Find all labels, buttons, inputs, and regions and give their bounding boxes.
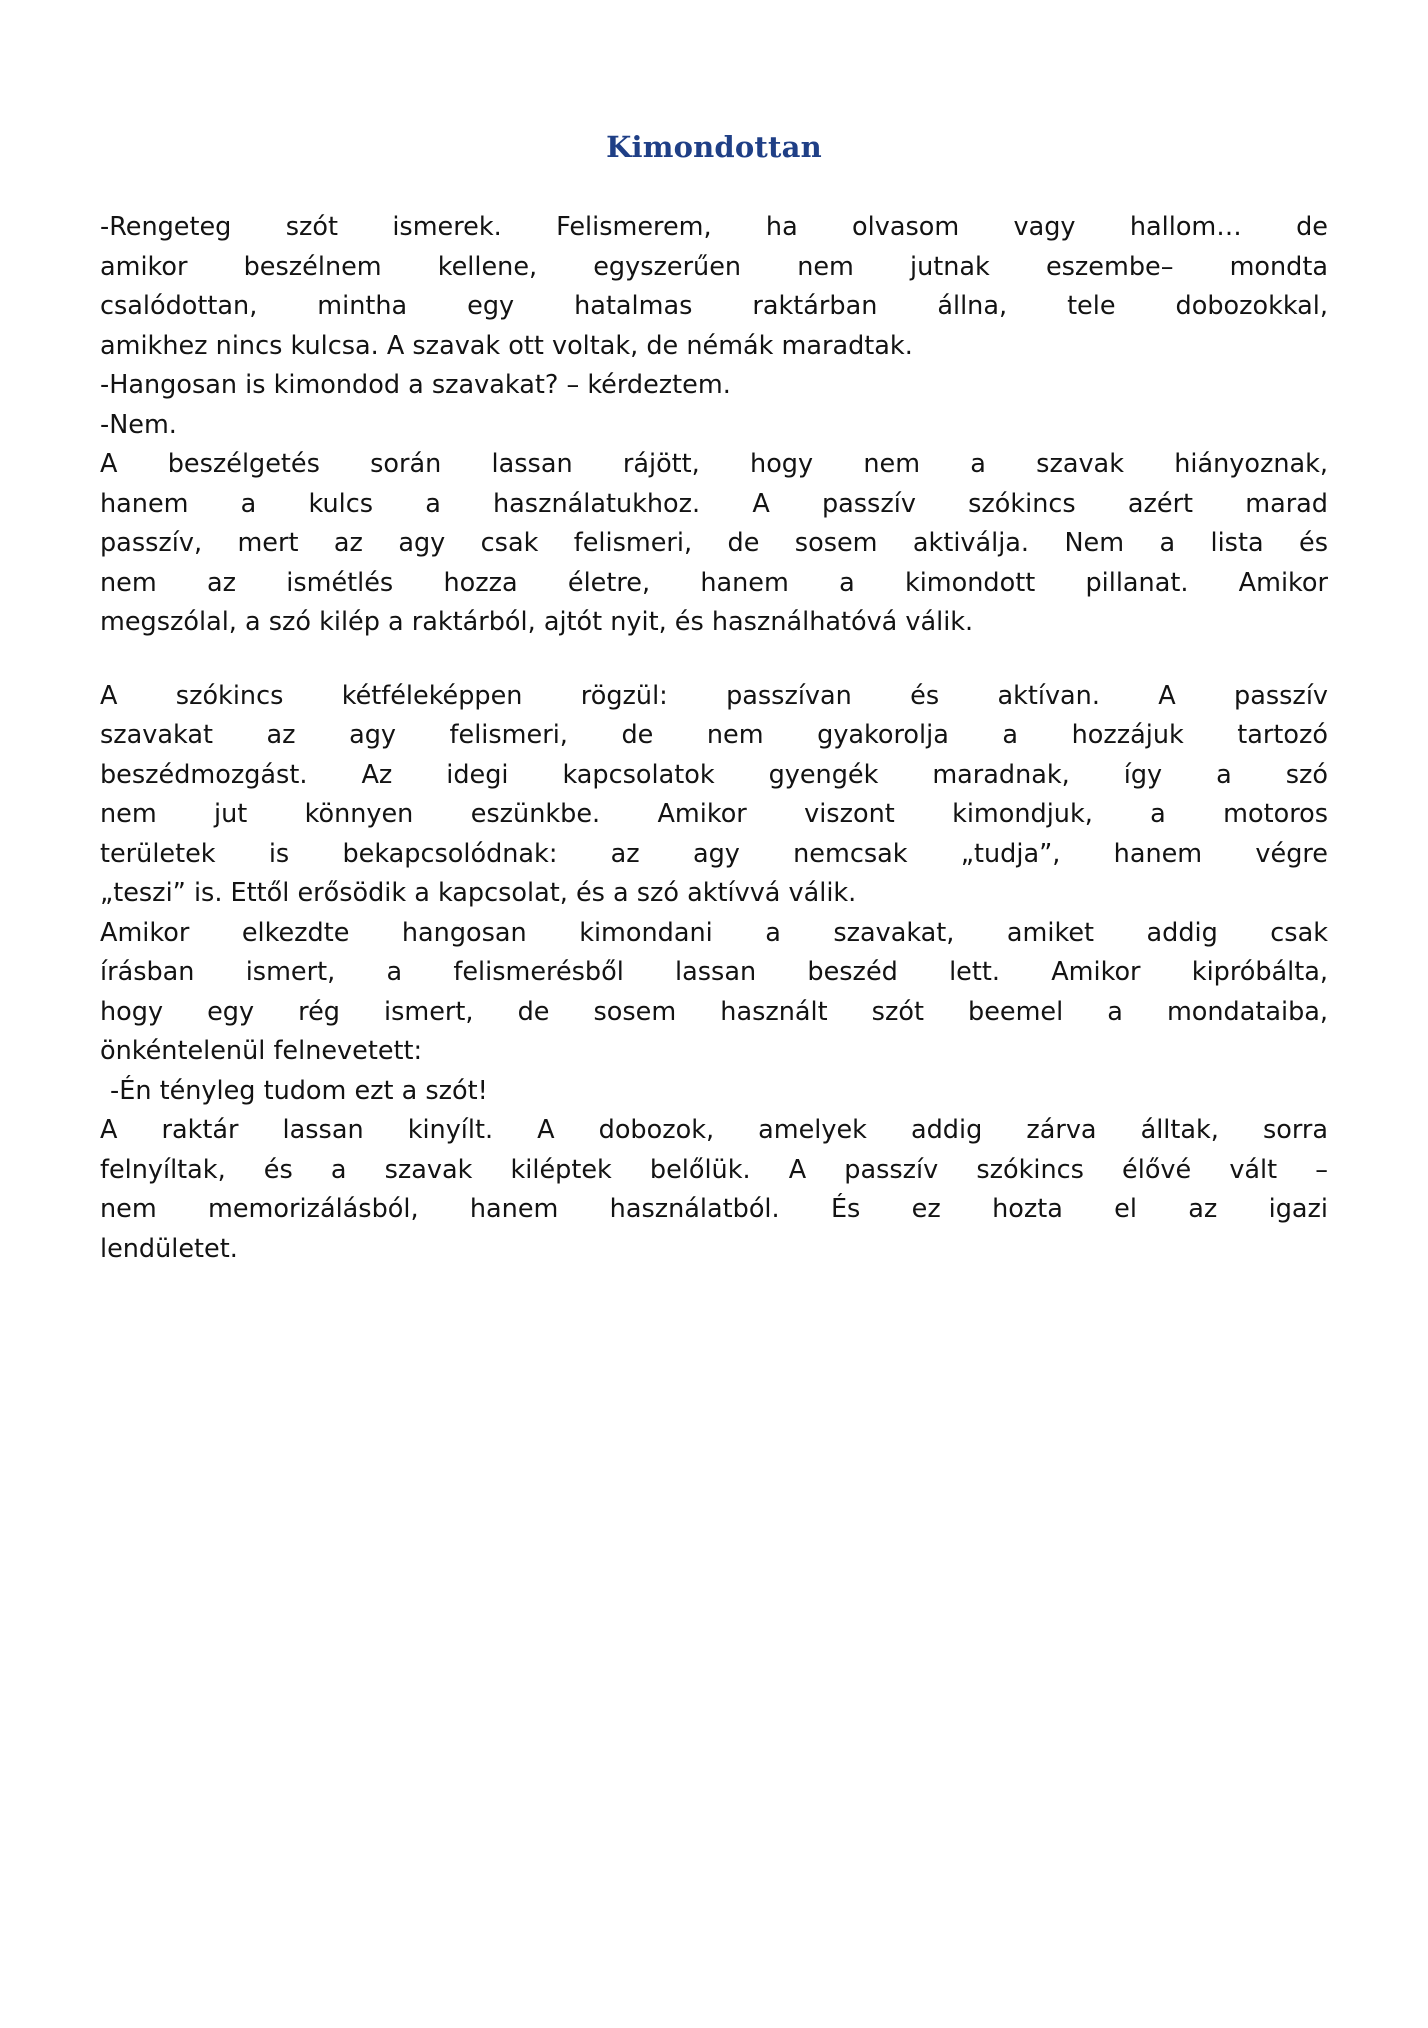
text-line: hanem a kulcs a használatukhoz. A passzív szókincs azért marad [100,488,1328,519]
text-line: csalódottan, mintha egy hatalmas raktárban állna, tele dobozokkal, [100,291,1328,322]
text-line: önkéntelenül felnevetett: [100,1036,423,1067]
text-line: felnyíltak, és a szavak kiléptek belőlük. A passzív szókincs élővé vált – [100,1154,1328,1185]
text-line: -Nem. [100,409,177,440]
page-title: Kimondottan [606,130,822,164]
text-line: -Rengeteg szót ismerek. Felismerem, ha olvasom vagy hallom… de [100,212,1328,242]
text-line: amikor beszélnem kellene, egyszerűen nem jutnak eszembe– mondta [100,251,1328,282]
text-line: megszólal, a szó kilép a raktárból, ajtót nyit, és használhatóvá válik. [100,607,974,638]
text-line: lendületet. [100,1233,238,1264]
text-line: A beszélgetés során lassan rájött, hogy nem a szavak hiányoznak, [100,449,1328,480]
text-line: -Hangosan is kimondod a szavakat? – kérdeztem. [100,370,731,401]
text-line: területek is bekapcsolódnak: az agy nemcsak „tudja”, hanem végre [100,838,1328,869]
text-line: A raktár lassan kinyílt. A dobozok, amelyek addig zárva álltak, sorra [100,1115,1328,1146]
text-line: -Én tényleg tudom ezt a szót! [110,1075,488,1106]
text-line: írásban ismert, a felismerésből lassan beszéd lett. Amikor kipróbálta, [100,957,1328,988]
text-line: A szókincs kétféleképpen rögzül: passzívan és aktívan. A passzív [100,680,1328,711]
text-line: szavakat az agy felismeri, de nem gyakorolja a hozzájuk tartozó [100,720,1328,751]
text-line: hogy egy rég ismert, de sosem használt szót beemel a mondataiba, [100,996,1328,1027]
text-line: beszédmozgást. Az idegi kapcsolatok gyengék maradnak, így a szó [100,759,1328,790]
text-line: nem memorizálásból, hanem használatból. És ez hozta el az igazi [100,1194,1328,1225]
paragraph-spacer [100,643,1328,677]
text-line: amikhez nincs kulcsa. A szavak ott voltak, de némák maradtak. [100,330,913,361]
paragraph-block-1 [100,208,1328,643]
text-line: nem jut könnyen eszünkbe. Amikor viszont kimondjuk, a motoros [100,799,1328,830]
text-line: „teszi” is. Ettől erősödik a kapcsolat, és a szó aktívvá válik. [100,878,857,909]
paragraph-block-2 [100,677,1328,1270]
text-line: nem az ismétlés hozza életre, hanem a kimondott pillanat. Amikor [100,567,1328,598]
text-line: Amikor elkezdte hangosan kimondani a szavakat, amiket addig csak [100,917,1328,948]
text-line: passzív, mert az agy csak felismeri, de sosem aktiválja. Nem a lista és [100,528,1328,559]
